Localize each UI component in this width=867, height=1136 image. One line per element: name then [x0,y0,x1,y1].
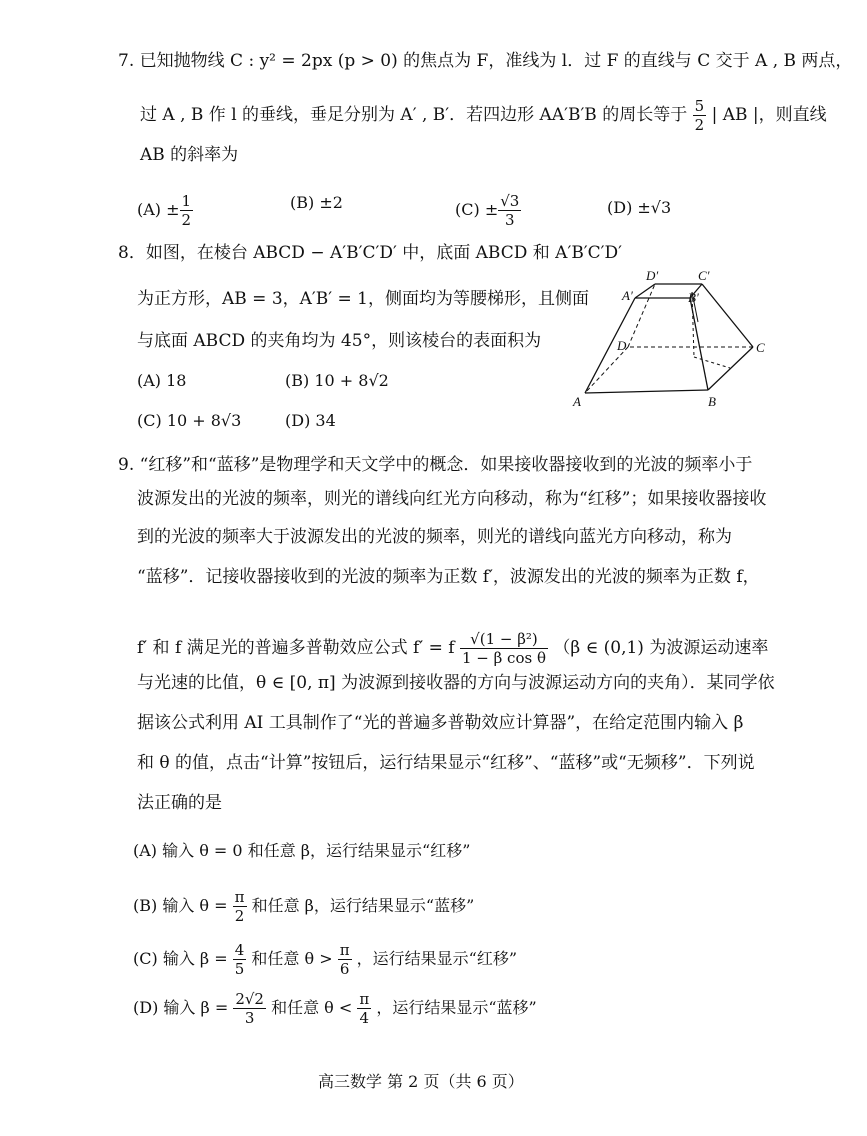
q8-option-b: (B) 10 + 8√2 [285,371,389,390]
edge-CC1 [702,284,753,347]
q7-option-a-num: 1 [181,192,192,210]
q7-option-b: (B) ±2 [290,193,343,212]
q7-frac-num: 5 [694,97,705,115]
edge-AB [585,390,708,393]
q7-line-2 [140,97,827,134]
q9-line-2: 波源发出的光波的频率，则光的谱线向红光方向移动，称为“红移”；如果接收器接收 [137,489,767,509]
q9-option-b-den: 2 [234,907,245,925]
q9-option-d-den-2: 4 [359,1009,370,1027]
q7-option-a-sign: ± [166,200,180,219]
q9-option-b-text-b: 和任意 β，运行结果显示“蓝移” [251,896,475,915]
edge-D1A1 [635,284,655,298]
q9-line-4: “蓝移”．记接收器接收到的光波的频率为正数 f′，波源发出的光波的频率为正数 f， [137,567,760,587]
q7-option-c-num: √3 [500,192,520,210]
edge-AA1 [585,298,635,393]
q9-line-5-text-b: （β ∈ (0,1) 为波源运动速率 [553,638,769,658]
q7-option-d: (D) ±√3 [607,198,672,217]
q9-option-b-num: π [234,888,245,906]
label-B: B [708,394,716,409]
q9-option-c-den-2: 6 [339,960,350,978]
q7-fraction-5-2 [693,97,707,134]
q9-doppler-num: √(1 − β²) [460,630,548,649]
q7-line-1: 7. 已知抛物线 C : y² = 2px (p > 0) 的焦点为 F，准线为 l．过 F 的直线与 C 交于 A , B 两点， [118,51,853,71]
edge-DA-hidden [585,347,628,393]
label-A: A [573,394,581,409]
q7-option-a [137,192,193,229]
q9-option-d-num-2: π [359,990,370,1008]
q9-option-d-text-c: ，运行结果显示“蓝移” [376,998,537,1017]
label-A1: A′ [622,288,633,303]
q9-option-d-text-b: 和任意 θ < [271,998,353,1017]
frustum-figure [570,262,780,412]
q9-line-5 [137,630,768,667]
page-footer: 高三数学 第 2 页（共 6 页） [318,1072,524,1091]
q9-option-b [133,888,474,925]
q7-line-2-text-a: 过 A , B 作 l 的垂线，垂足分别为 A′ , B′．若四边形 AA′B′B 的周长等于 [140,105,688,125]
q8-line-2: 为正方形，AB = 3，A′B′ = 1，侧面均为等腰梯形，且侧面 [137,289,589,309]
q8-line-1: 8．如图，在棱台 ABCD − A′B′C′D′ 中，底面 ABCD 和 A′B′C′D′ [118,243,623,263]
q9-option-d-text-a: (D) 输入 β = [133,998,229,1017]
q9-option-c [133,941,517,978]
q9-option-c-num-1: 4 [234,941,245,959]
q9-option-a: (A) 输入 θ = 0 和任意 β，运行结果显示“红移” [133,841,471,860]
q8-line-3: 与底面 ABCD 的夹角均为 45°，则该棱台的表面积为 [137,331,542,351]
label-B1: B′ [688,290,699,305]
aux-foot-line [694,357,730,368]
q7-option-c [455,192,521,229]
q7-option-a-label: (A) [137,200,162,219]
q7-option-c-den: 3 [505,211,515,229]
q9-option-b-fraction [233,888,247,925]
q9-option-c-den-1: 5 [234,960,245,978]
q7-option-a-den: 2 [181,211,192,229]
q9-line-9: 法正确的是 [137,793,222,813]
q9-option-d-fraction-2 [357,990,371,1027]
q7-option-c-fraction [498,192,521,229]
q7-frac-den: 2 [694,116,705,134]
q9-line-8: 和 θ 的值，点击“计算”按钮后，运行结果显示“红移”、“蓝移”或“无频移”．下列说 [137,753,755,773]
label-C1: C′ [698,268,710,283]
q7-line-3: AB 的斜率为 [140,145,239,165]
q9-option-c-fraction-2 [338,941,352,978]
q8-option-c: (C) 10 + 8√3 [137,411,242,430]
q9-line-1: 9. “红移”和“蓝移”是物理学和天文学中的概念．如果接收器接收到的光波的频率小于 [118,455,753,475]
q9-line-5-text-a: f′ 和 f 满足光的普遍多普勒效应公式 f′ = f [137,638,455,658]
q9-option-b-text-a: (B) 输入 θ = [133,896,228,915]
q9-option-c-num-2: π [339,941,350,959]
q8-option-a: (A) 18 [137,371,187,390]
label-C: C [756,340,765,355]
q9-line-6: 与光速的比值，θ ∈ [0, π] 为波源到接收器的方向与波源运动方向的夹角）．某同学依 [137,673,775,693]
q9-doppler-fraction [460,630,548,667]
q7-option-c-sign: ± [484,200,499,219]
q9-line-3: 到的光波的频率大于波源发出的光波的频率，则光的谱线向蓝光方向移动，称为 [137,527,732,547]
q9-option-d-fraction-1 [233,990,266,1027]
q9-option-d-den-1: 3 [244,1009,255,1027]
q9-option-c-text-b: 和任意 θ > [251,949,333,968]
q7-option-c-label: (C) [455,200,480,219]
label-D: D [617,338,627,353]
q9-option-c-text-a: (C) 输入 β = [133,949,228,968]
q7-line-2-text-b: | AB |，则直线 [711,105,827,125]
q9-option-d [133,990,537,1027]
q9-line-7: 据该公式利用 AI 工具制作了“光的普遍多普勒效应计算器”，在给定范围内输入 β [137,713,744,733]
q8-option-d: (D) 34 [285,411,336,430]
label-D1: D′ [646,268,659,283]
q9-option-d-num-1: 2√2 [235,990,264,1008]
edge-BC [708,347,753,390]
q7-option-a-fraction [180,192,194,229]
q9-doppler-den: 1 − β cos θ [461,649,546,667]
q9-option-c-text-c: ，运行结果显示“红移” [356,949,518,968]
q9-option-c-fraction-1 [233,941,247,978]
